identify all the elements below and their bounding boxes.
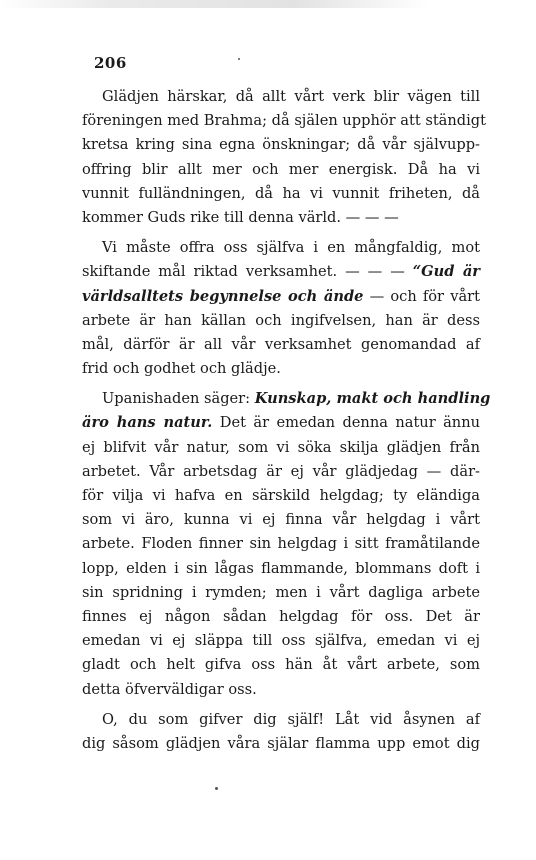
text-line: O, du som gifver dig själf! Låt vid åsynen af xyxy=(102,710,480,728)
text-line: detta öfverväldigar oss. xyxy=(82,680,257,698)
text-line: Vi måste offra oss själfva i en mångfaldig, mot xyxy=(102,239,480,257)
emphasized-text: äro hans natur. xyxy=(82,414,213,432)
page-number: 206 xyxy=(94,54,127,72)
text-segment: skiftande mål riktad verksamhet. — — — xyxy=(82,263,413,281)
text-line: vunnit fulländningen, då ha vi vunnit friheten, då xyxy=(82,184,480,202)
text-line: frid och godhet och glädje. xyxy=(82,360,281,378)
text-line xyxy=(82,260,480,284)
text-line: föreningen med Brahma; då själen upphör att ständigt xyxy=(82,112,486,130)
page-body-text xyxy=(82,85,491,756)
text-line: arbete är han källan och ingifvelsen, han är dess xyxy=(82,311,480,329)
text-line: kommer Guds rike till denna värld. — — — xyxy=(82,208,399,226)
emphasized-text: världsalltets begynnelse och ände xyxy=(82,287,364,305)
text-line: lopp, elden i sin lågas flammande, blommans doft i xyxy=(82,559,480,577)
text-line: gladt och helt gifva oss hän åt vårt arbete, som xyxy=(82,656,480,674)
text-line xyxy=(82,411,480,435)
print-speck xyxy=(215,787,218,790)
text-line: offring blir allt mer och mer energisk. Då ha vi xyxy=(82,160,480,178)
text-line: Glädjen härskar, då allt vårt verk blir vägen till xyxy=(102,88,480,105)
text-line: som vi äro, kunna vi ej finna vår helgdag i vårt xyxy=(82,511,480,529)
text-segment: — och för vårt xyxy=(363,287,480,305)
text-line: kretsa kring sina egna önskningar; då vår självupp- xyxy=(82,136,480,154)
text-line: sin spridning i rymden; men i vårt dagliga arbete xyxy=(82,583,480,601)
page-top-edge xyxy=(0,0,536,8)
text-line xyxy=(82,387,491,411)
text-line: finnes ej någon sådan helgdag för oss. Det är xyxy=(82,607,480,625)
text-line xyxy=(82,285,480,309)
print-speck xyxy=(238,58,240,60)
text-segment: Upanishaden säger: xyxy=(102,390,255,408)
text-line: emedan vi ej släppa till oss själfva, emedan vi ej xyxy=(82,632,480,650)
emphasized-text: “Gud är xyxy=(412,263,480,281)
text-segment: Det är emedan denna natur ännu xyxy=(212,414,480,432)
text-line: arbete. Floden finner sin helgdag i sitt framåtilande xyxy=(82,535,480,553)
text-line: ej blifvit vår natur, som vi söka skilja glädjen från xyxy=(82,438,480,456)
emphasized-text: Kunskap, makt och handling xyxy=(254,390,491,408)
text-line: för vilja vi hafva en särskild helgdag; ty eländiga xyxy=(82,487,480,504)
text-line: mål, därför är all vår verksamhet genomandad af xyxy=(82,335,480,353)
text-line: arbetet. Vår arbetsdag är ej vår glädjedag — där- xyxy=(82,462,480,480)
text-line: dig såsom glädjen våra själar flamma upp emot dig xyxy=(82,734,480,752)
